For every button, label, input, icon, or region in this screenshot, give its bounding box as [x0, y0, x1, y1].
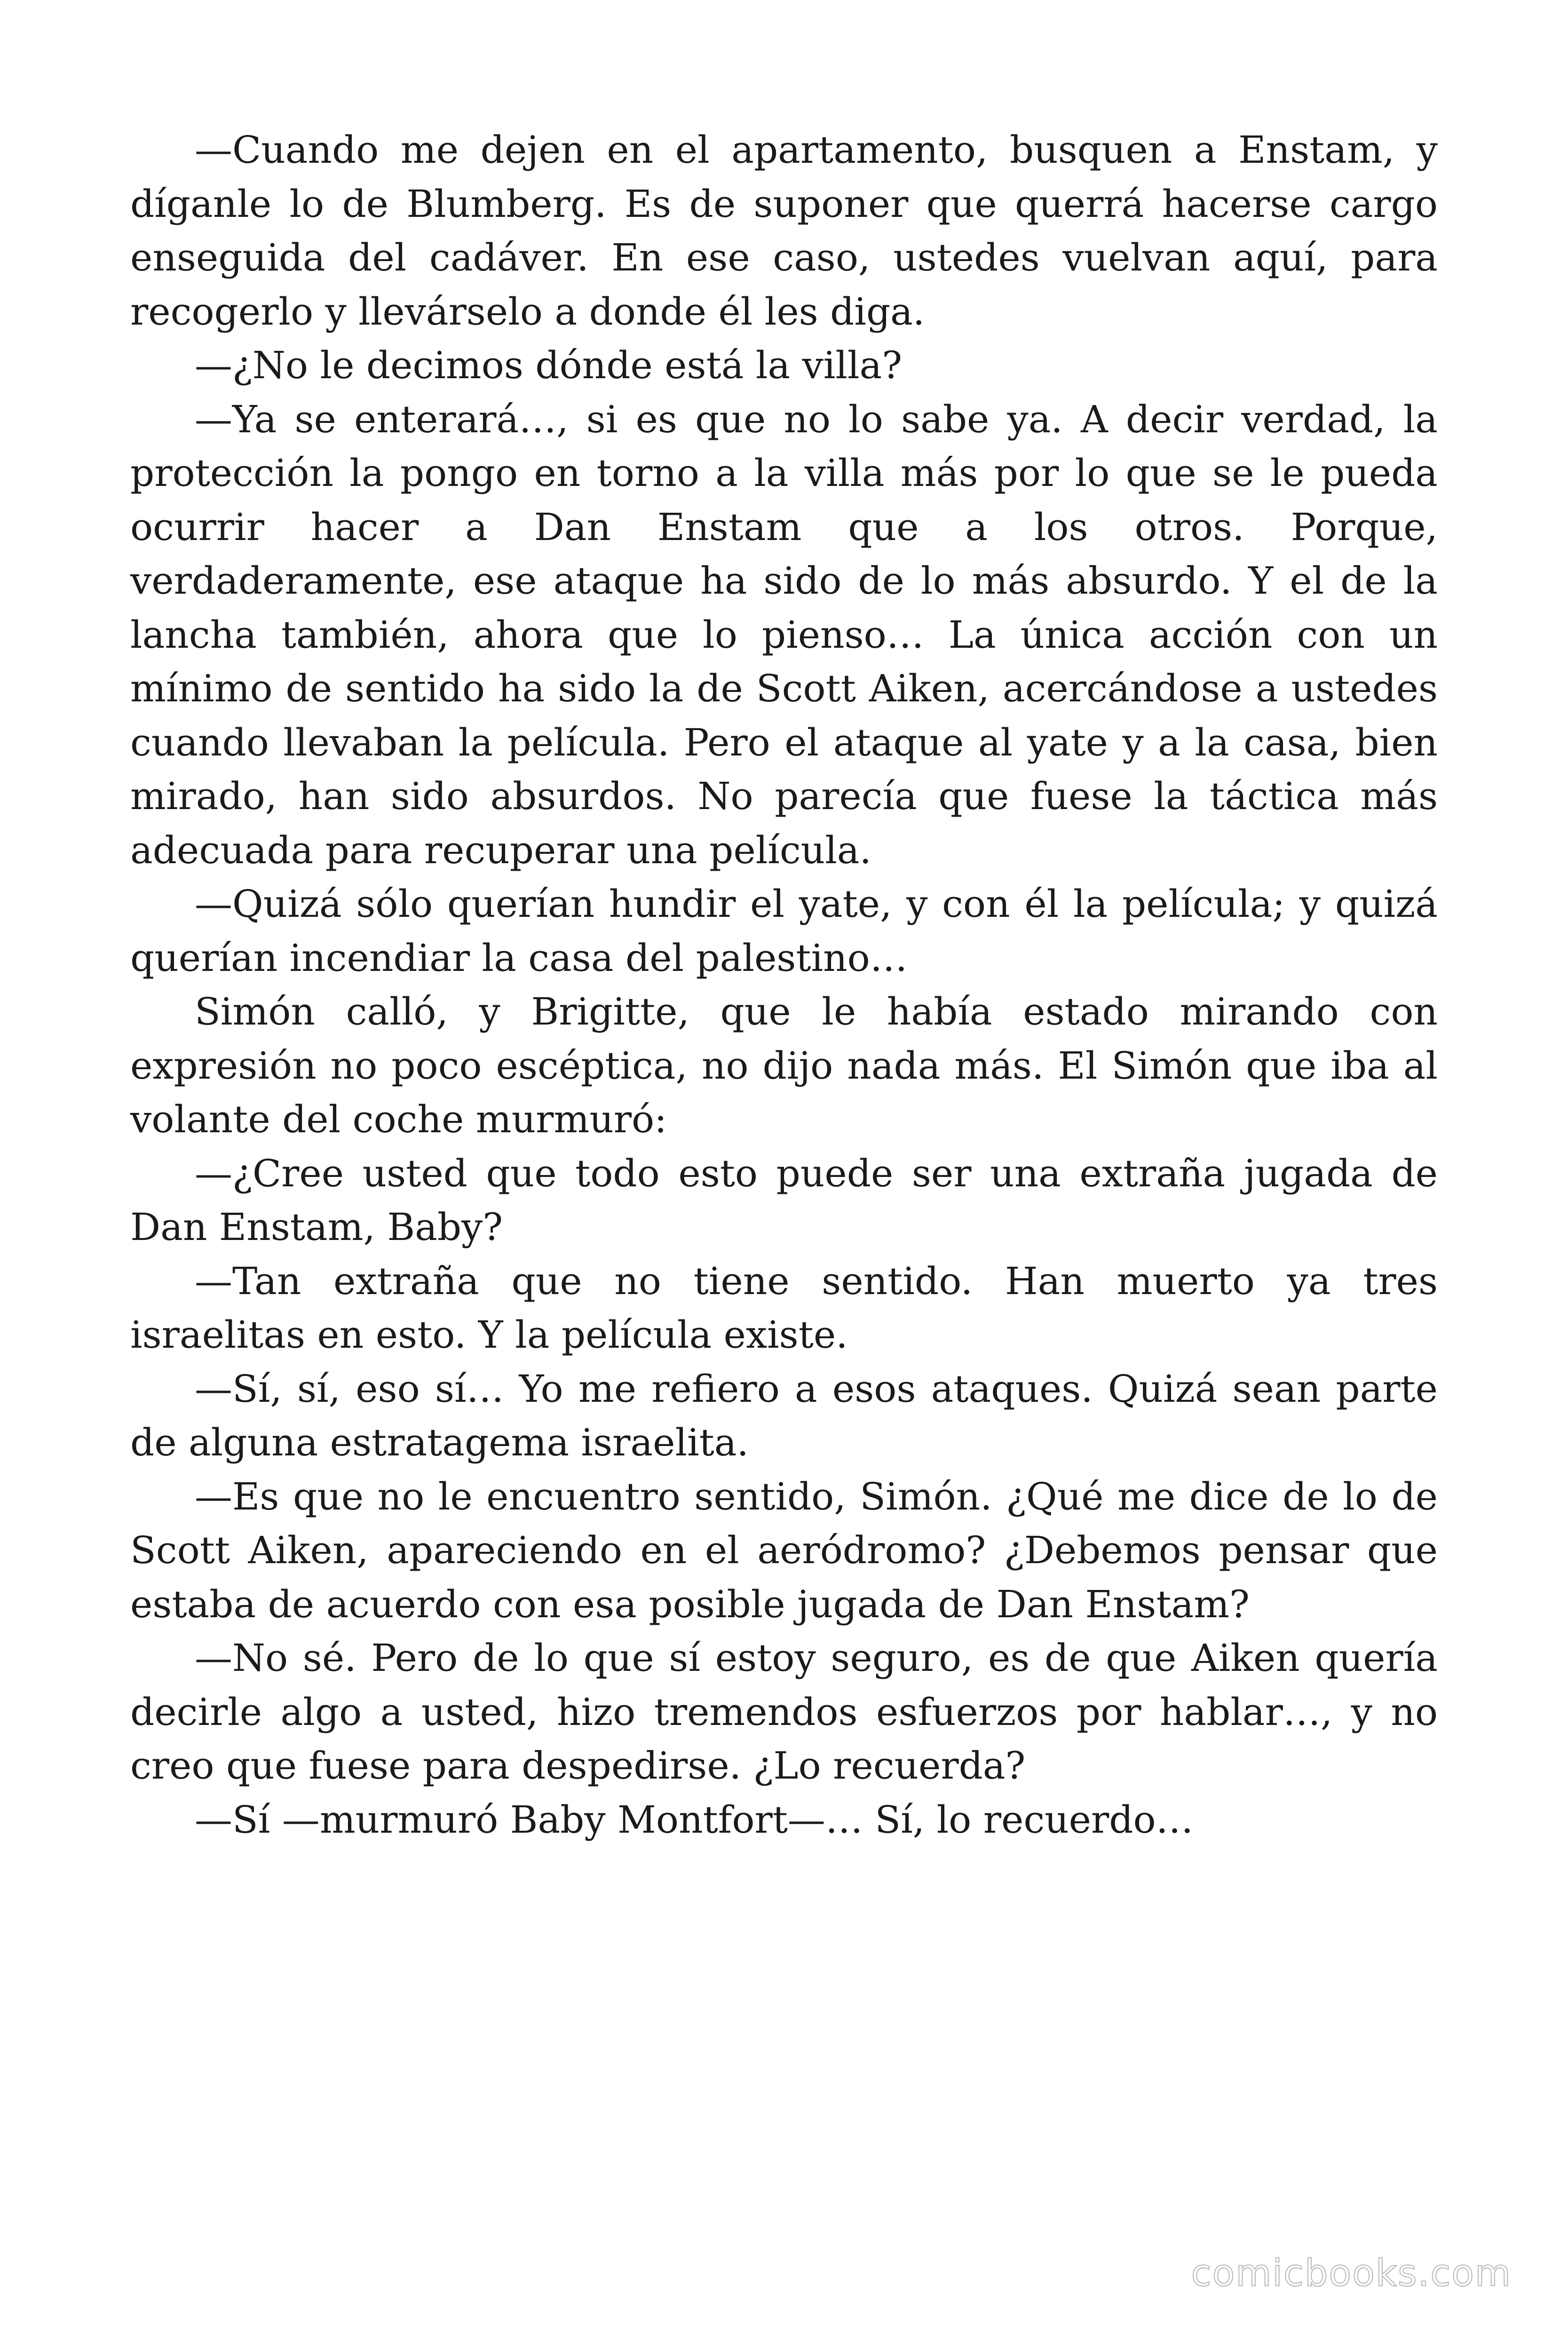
site-watermark: comicbooks.com	[1191, 2252, 1512, 2295]
body-text	[130, 123, 1438, 1847]
paragraph-5: Simón calló, y Brigitte, que le había estado mirando con expresión no poco escéptica, no dijo nada más. El Simón que iba al volante del coche murmuró:	[130, 990, 1438, 1141]
paragraph-6: —¿Cree usted que todo esto puede ser una extraña jugada de Dan Enstam, Baby?	[130, 1151, 1438, 1249]
paragraph-7: —Tan extraña que no tiene sentido. Han muerto ya tres israelitas en esto. Y la película existe.	[130, 1259, 1438, 1357]
paragraph-1: —Cuando me dejen en el apartamento, busquen a Enstam, y díganle lo de Blumberg. Es de suponer que querrá hacerse cargo enseguida del cadáver. En ese caso, ustedes vuelvan aquí, para recogerlo y llevárselo a donde él les diga.	[130, 128, 1438, 334]
paragraph-9: —Es que no le encuentro sentido, Simón. ¿Qué me dice de lo de Scott Aiken, apareciendo en el aeródromo? ¿Debemos pensar que estaba de acuerdo con esa posible jugada de Dan Enstam?	[130, 1474, 1438, 1626]
paragraph-11: —Sí —murmuró Baby Montfort—… Sí, lo recuerdo…	[195, 1797, 1194, 1842]
paragraph-2: —¿No le decimos dónde está la villa?	[195, 343, 903, 387]
paragraph-3: —Ya se enterará…, si es que no lo sabe ya. A decir verdad, la protección la pongo en torno a la villa más por lo que se le pueda ocurrir hacer a Dan Enstam que a los otros. Porque, verdaderamente, ese ataque ha sido de lo más absurdo. Y el de la lancha también, ahora que lo pienso… La única acción con un mínimo de sentido ha sido la de Scott Aiken, acercándose a ustedes cuando llevaban la película. Pero el ataque al yate y a la casa, bien mirado, han sido absurdos. No parecía que fuese la táctica más adecuada para recuperar una película.	[130, 397, 1438, 872]
paragraph-4: —Quizá sólo querían hundir el yate, y con él la película; y quizá querían incendiar la casa del palestino…	[130, 882, 1438, 980]
paragraph-8: —Sí, sí, eso sí… Yo me refiero a esos ataques. Quizá sean parte de alguna estratagema israelita.	[130, 1367, 1438, 1464]
paragraph-10: —No sé. Pero de lo que sí estoy seguro, es de que Aiken quería decirle algo a usted, hizo tremendos esfuerzos por hablar…, y no creo que fuese para despedirse. ¿Lo recuerda?	[130, 1636, 1438, 1788]
